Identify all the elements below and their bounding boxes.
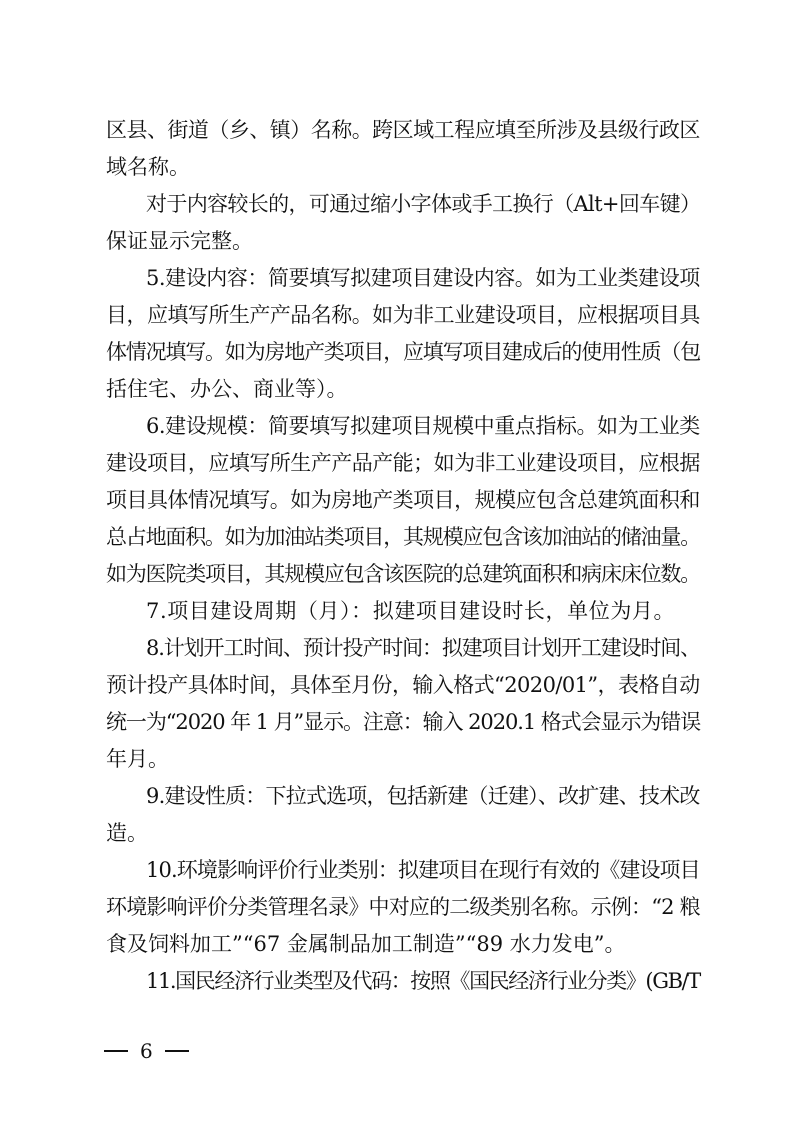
text-line: 目，应填写所生产产品名称。如为非工业建设项目，应根据项目具 [106, 303, 700, 327]
text-line: 11.国民经济行业类型及代码：按照《国民经济行业分类》(GB/T [146, 969, 700, 993]
text-line: 预计投产具体时间，具体至月份，输入格式“2020/01”，表格自动 [106, 673, 700, 697]
text-line: 对于内容较长的，可通过缩小字体或手工换行（Alt+回车键） [146, 192, 701, 216]
text-line: 体情况填写。如为房地产类项目，应填写项目建成后的使用性质（包 [106, 340, 700, 364]
text-line: 8.计划开工时间、预计投产时间：拟建项目计划开工建设时间、 [146, 636, 701, 660]
text-line: 9.建设性质：下拉式选项，包括新建（迁建）、改扩建、技术改 [146, 784, 700, 808]
text-line: 食及饲料加工”“67 金属制品加工制造”“89 水力发电”。 [106, 932, 626, 956]
text-line: 括住宅、办公、商业等）。 [106, 377, 348, 401]
text-line: 造。 [106, 821, 148, 845]
text-line: 7.项目建设周期（月）：拟建项目建设时长，单位为月。 [146, 599, 676, 623]
text-line: 5.建设内容：简要填写拟建项目建设内容。如为工业类建设项 [146, 266, 700, 290]
page-number-dash-right [165, 1050, 189, 1052]
text-line: 如为医院类项目，其规模应包含该医院的总建筑面积和病床床位数。 [106, 562, 700, 586]
text-line: 10.环境影响评价行业类别：拟建项目在现行有效的《建设项目 [146, 858, 700, 882]
text-line: 建设项目，应填写所生产产品产能；如为非工业建设项目，应根据 [106, 451, 700, 475]
text-line: 域名称。 [106, 155, 190, 179]
text-line: 环境影响评价分类管理名录》中对应的二级类别名称。示例：“2 粮 [106, 895, 700, 919]
text-line: 保证显示完整。 [106, 229, 253, 253]
text-line: 6.建设规模：简要填写拟建项目规模中重点指标。如为工业类 [146, 414, 700, 438]
text-line: 项目具体情况填写。如为房地产类项目，规模应包含总建筑面积和 [106, 488, 700, 512]
text-line: 区县、街道（乡、镇）名称。跨区域工程应填至所涉及县级行政区 [106, 118, 700, 142]
text-line: 总占地面积。如为加油站类项目，其规模应包含该加油站的储油量。 [106, 525, 700, 549]
page-number-dash-left [104, 1050, 128, 1052]
text-line: 年月。 [106, 747, 169, 771]
page-number-value: 6 [140, 1039, 153, 1063]
text-line: 统一为“2020 年 1 月”显示。注意：输入 2020.1 格式会显示为错误 [106, 710, 701, 734]
page-number [104, 1037, 189, 1065]
